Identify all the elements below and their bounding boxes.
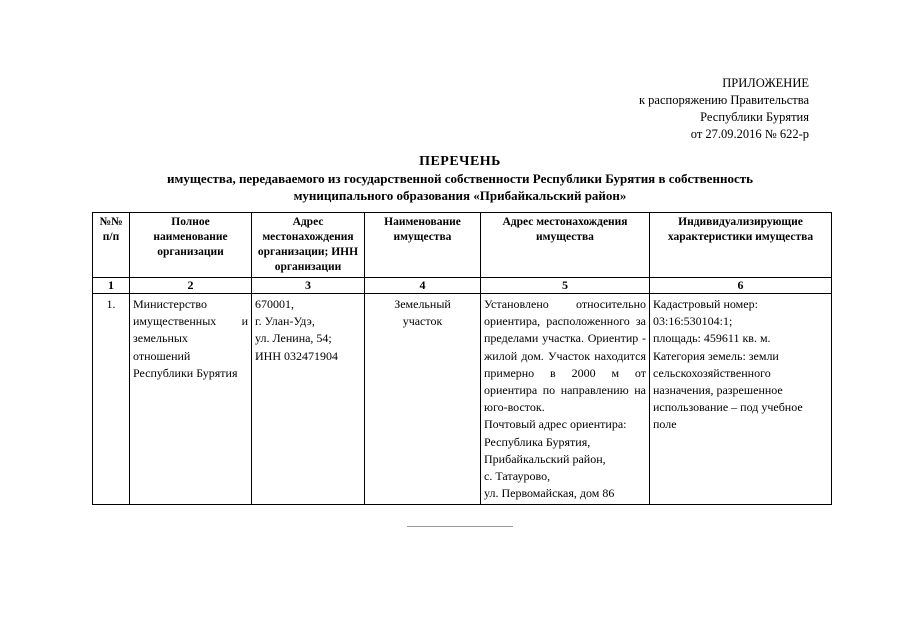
column-number: 6 xyxy=(650,278,832,294)
column-number: 2 xyxy=(130,278,252,294)
appendix-title: ПРИЛОЖЕНИЕ xyxy=(722,76,809,90)
appendix-date: от 27.09.2016 № 622-р xyxy=(690,127,809,141)
property-name-line: Земельный xyxy=(394,297,451,311)
area-value: площадь: 459611 кв. м. xyxy=(653,331,771,346)
header-num: №№ п/п xyxy=(93,213,130,278)
postal-address-line: Почтовый адрес ориентира: xyxy=(484,417,627,432)
cadastral-label: Кадастровый номер: xyxy=(653,297,758,311)
title-subheading-1: имущества, передаваемого из государственной собственности Республики Бурятия в собственность xyxy=(167,171,753,186)
property-location-text: Установлено относительно ориентира, расположенного за пределами участка. Ориентир - жилой дом. Участок находится примерно в 2000 м от ориентира по направлению на юго-восток. xyxy=(484,297,646,415)
row-number: 1. xyxy=(93,294,130,505)
header-org-address: Адрес местонахождения организации; ИНН организации xyxy=(252,213,365,278)
header-org-name: Полное наименование организации xyxy=(130,213,252,278)
property-name-cell xyxy=(365,294,481,505)
org-inn: ИНН 032471904 xyxy=(255,348,338,363)
property-table xyxy=(92,212,832,505)
cadastral-number: 03:16:530104:1; xyxy=(653,314,733,329)
header-characteristics: Индивидуализирующие характеристики имущества xyxy=(650,213,832,278)
header-property-address: Адрес местонахождения имущества xyxy=(481,213,650,278)
footer-separator-line xyxy=(407,526,513,527)
org-address-line: г. Улан-Удэ, xyxy=(255,314,315,329)
appendix-ref: к распоряжению Правительства xyxy=(638,93,809,107)
column-number: 5 xyxy=(481,278,650,294)
org-address-line: 670001, xyxy=(255,297,294,311)
property-name-line: участок xyxy=(402,314,443,329)
postal-address-line: ул. Первомайская, дом 86 xyxy=(484,486,615,501)
table-row xyxy=(93,294,832,505)
column-number: 4 xyxy=(365,278,481,294)
land-category: Категория земель: земли сельскохозяйственного назначения, разрешенное использование – под учебное поле xyxy=(653,348,803,432)
column-number: 1 xyxy=(93,278,130,294)
org-address-cell xyxy=(252,294,365,505)
appendix-header xyxy=(509,75,809,143)
title-subheading-2: муниципального образования «Прибайкальский район» xyxy=(293,188,627,203)
characteristics-cell xyxy=(650,294,832,505)
org-name-cell: Министерство имущественных и земельных отношений Республики Бурятия xyxy=(130,294,252,505)
property-address-cell xyxy=(481,294,650,505)
header-property-name: Наименование имущества xyxy=(365,213,481,278)
title-heading: ПЕРЕЧЕНЬ xyxy=(419,154,501,169)
column-number-row xyxy=(93,278,832,294)
column-number: 3 xyxy=(252,278,365,294)
appendix-ref-gov: Республики Бурятия xyxy=(700,110,809,124)
org-address-line: ул. Ленина, 54; xyxy=(255,331,332,346)
document-title xyxy=(90,153,830,204)
postal-address-line: Республика Бурятия, xyxy=(484,434,591,449)
table-header-row xyxy=(93,213,832,278)
postal-address-line: Прибайкальский район, xyxy=(484,451,606,466)
postal-address-line: с. Татаурово, xyxy=(484,469,551,484)
